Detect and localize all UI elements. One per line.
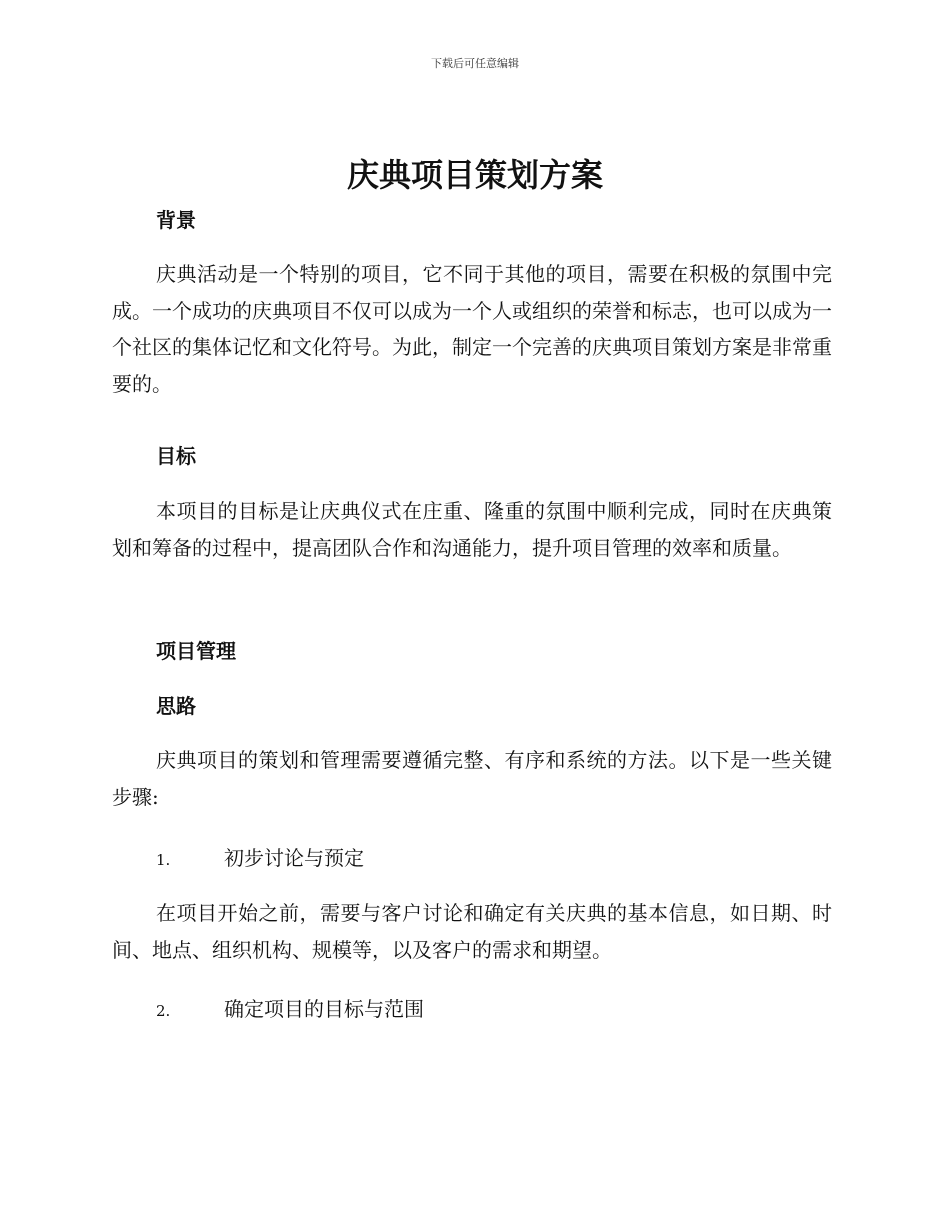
list-label: 确定项目的目标与范围 [224, 997, 424, 1021]
paragraph-approach: 庆典项目的策划和管理需要遵循完整、有序和系统的方法。以下是一些关键步骤: [112, 748, 832, 809]
header-note: 下载后可任意编辑 [431, 57, 519, 70]
list-number: 2. [156, 1002, 171, 1020]
paragraph-goal: 本项目的目标是让庆典仪式在庄重、隆重的氛围中顺利完成，同时在庆典策划和筹备的过程中，提高团队合作和沟通能力，提升项目管理的效率和质量。 [112, 499, 832, 560]
heading-background: 背景 [156, 208, 196, 232]
list-item-step-2 [156, 994, 424, 1026]
heading-goal: 目标 [156, 444, 196, 468]
paragraph-step-1: 在项目开始之前，需要与客户讨论和确定有关庆典的基本信息，如日期、时间、地点、组织机构、规模等，以及客户的需求和期望。 [112, 901, 832, 962]
heading-approach: 思路 [156, 694, 196, 718]
paragraph-background: 庆典活动是一个特别的项目，它不同于其他的项目，需要在积极的氛围中完成。一个成功的庆典项目不仅可以成为一个人或组织的荣誉和标志，也可以成为一个社区的集体记忆和文化符号。为此，制定一个完善的庆典项目策划方案是非常重要的。 [112, 262, 832, 396]
document-title: 庆典项目策划方案 [346, 156, 603, 194]
list-label: 初步讨论与预定 [224, 846, 364, 870]
list-item-step-1 [156, 843, 364, 875]
list-number: 1. [156, 851, 171, 869]
heading-project-management: 项目管理 [156, 639, 236, 663]
